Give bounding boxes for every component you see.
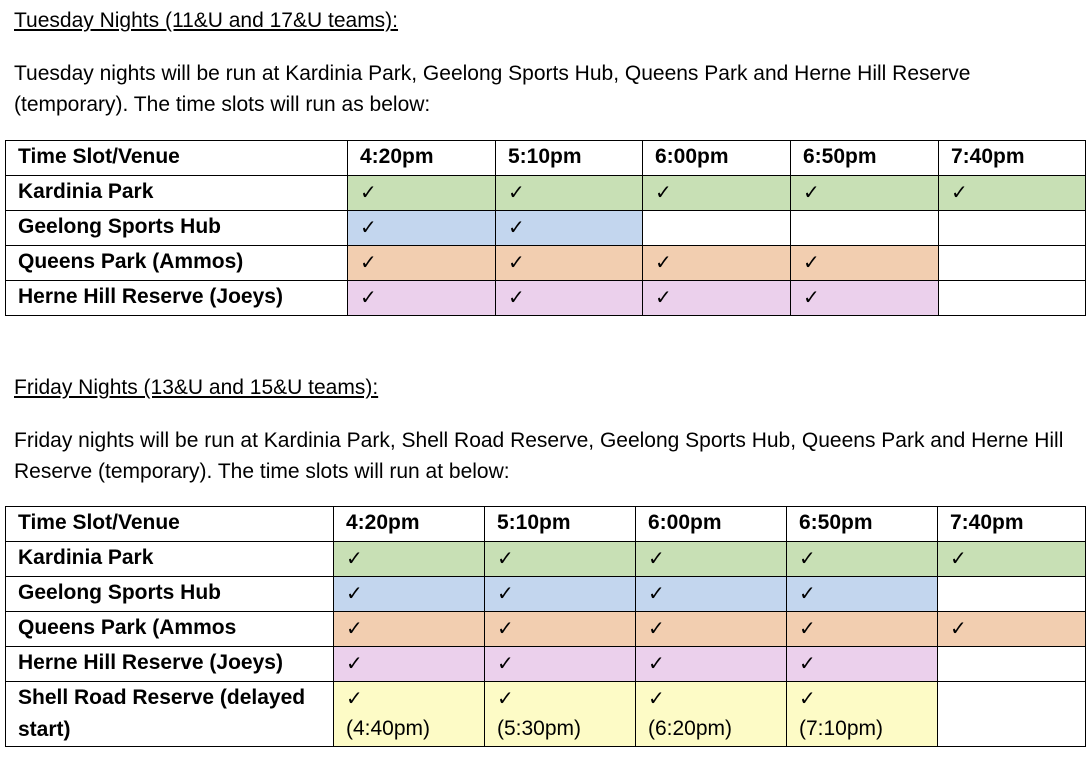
check-icon: ✓	[787, 542, 938, 577]
friday-schedule-table	[5, 506, 1086, 747]
venue-cell: Kardinia Park	[6, 542, 334, 577]
check-icon: ✓	[787, 577, 938, 612]
empty-cell	[938, 577, 1086, 612]
friday-heading: Friday Nights (13&U and 15&U teams):	[14, 376, 379, 399]
check-icon: ✓	[334, 577, 485, 612]
check-icon: ✓	[348, 281, 496, 316]
header-cell: 6:00pm	[643, 141, 791, 176]
check-icon: ✓	[485, 577, 636, 612]
check-icon: ✓	[485, 542, 636, 577]
delayed-slot-cell	[636, 682, 787, 747]
table-row	[6, 577, 1086, 612]
check-icon: ✓	[334, 647, 485, 682]
empty-cell	[938, 647, 1086, 682]
venue-cell: Geelong Sports Hub	[6, 577, 334, 612]
header-cell: 5:10pm	[485, 507, 636, 542]
header-cell: 6:50pm	[791, 141, 939, 176]
venue-cell: Geelong Sports Hub	[6, 211, 348, 246]
delayed-slot-cell	[485, 682, 636, 747]
table-row	[6, 281, 1086, 316]
tuesday-schedule-table	[5, 140, 1086, 316]
venue-cell: Kardinia Park	[6, 176, 348, 211]
check-icon: ✓	[787, 647, 938, 682]
venue-cell: Herne Hill Reserve (Joeys)	[6, 647, 334, 682]
check-icon: ✓	[938, 612, 1086, 647]
check-icon: ✓	[334, 612, 485, 647]
check-icon: ✓	[799, 686, 816, 710]
empty-cell	[643, 211, 791, 246]
table-header-row	[6, 507, 1086, 542]
check-icon: ✓	[938, 542, 1086, 577]
check-icon: ✓	[485, 647, 636, 682]
table-row	[6, 682, 1086, 747]
check-icon: ✓	[791, 176, 939, 211]
check-icon: ✓	[636, 577, 787, 612]
check-icon: ✓	[643, 176, 791, 211]
venue-cell: Queens Park (Ammos	[6, 612, 334, 647]
check-icon: ✓	[636, 542, 787, 577]
delayed-time: (6:20pm)	[648, 717, 733, 740]
table-row	[6, 647, 1086, 682]
check-icon: ✓	[643, 246, 791, 281]
table-header-row	[6, 141, 1086, 176]
header-cell: 6:00pm	[636, 507, 787, 542]
delayed-time: (4:40pm)	[346, 717, 431, 740]
check-icon: ✓	[496, 211, 643, 246]
check-icon: ✓	[939, 176, 1086, 211]
empty-cell	[938, 682, 1086, 747]
check-icon: ✓	[791, 281, 939, 316]
table-row	[6, 612, 1086, 647]
header-cell: 6:50pm	[787, 507, 938, 542]
table-row	[6, 176, 1086, 211]
check-icon: ✓	[787, 612, 938, 647]
header-cell: 7:40pm	[939, 141, 1086, 176]
check-icon: ✓	[636, 612, 787, 647]
tuesday-heading: Tuesday Nights (11&U and 17&U teams):	[14, 9, 399, 32]
table-row	[6, 211, 1086, 246]
empty-cell	[939, 211, 1086, 246]
check-icon: ✓	[348, 176, 496, 211]
delayed-slot-cell	[334, 682, 485, 747]
check-icon: ✓	[496, 176, 643, 211]
header-cell: 4:20pm	[348, 141, 496, 176]
venue-cell: Shell Road Reserve (delayed start)	[6, 682, 334, 747]
check-icon: ✓	[643, 281, 791, 316]
header-cell: 7:40pm	[938, 507, 1086, 542]
check-icon: ✓	[346, 686, 363, 710]
header-cell: 5:10pm	[496, 141, 643, 176]
check-icon: ✓	[636, 647, 787, 682]
check-icon: ✓	[648, 686, 665, 710]
empty-cell	[791, 211, 939, 246]
empty-cell	[939, 246, 1086, 281]
check-icon: ✓	[791, 246, 939, 281]
check-icon: ✓	[334, 542, 485, 577]
table-row	[6, 542, 1086, 577]
header-cell: Time Slot/Venue	[6, 141, 348, 176]
table-row	[6, 246, 1086, 281]
empty-cell	[939, 281, 1086, 316]
check-icon: ✓	[348, 211, 496, 246]
check-icon: ✓	[485, 612, 636, 647]
delayed-time: (5:30pm)	[497, 717, 582, 740]
delayed-time: (7:10pm)	[799, 717, 884, 740]
venue-cell: Queens Park (Ammos)	[6, 246, 348, 281]
check-icon: ✓	[497, 686, 514, 710]
check-icon: ✓	[496, 281, 643, 316]
check-icon: ✓	[496, 246, 643, 281]
header-cell: 4:20pm	[334, 507, 485, 542]
friday-paragraph: Friday nights will be run at Kardinia Park, Shell Road Reserve, Geelong Sports Hub, Queens Park and Herne Hill Reserve (temporary). The time slots will run at below:	[14, 429, 1064, 483]
delayed-slot-cell	[787, 682, 938, 747]
header-cell: Time Slot/Venue	[6, 507, 334, 542]
venue-cell: Herne Hill Reserve (Joeys)	[6, 281, 348, 316]
check-icon: ✓	[348, 246, 496, 281]
tuesday-paragraph: Tuesday nights will be run at Kardinia Park, Geelong Sports Hub, Queens Park and Herne Hill Reserve (temporary). The time slots will run as below:	[14, 62, 971, 116]
